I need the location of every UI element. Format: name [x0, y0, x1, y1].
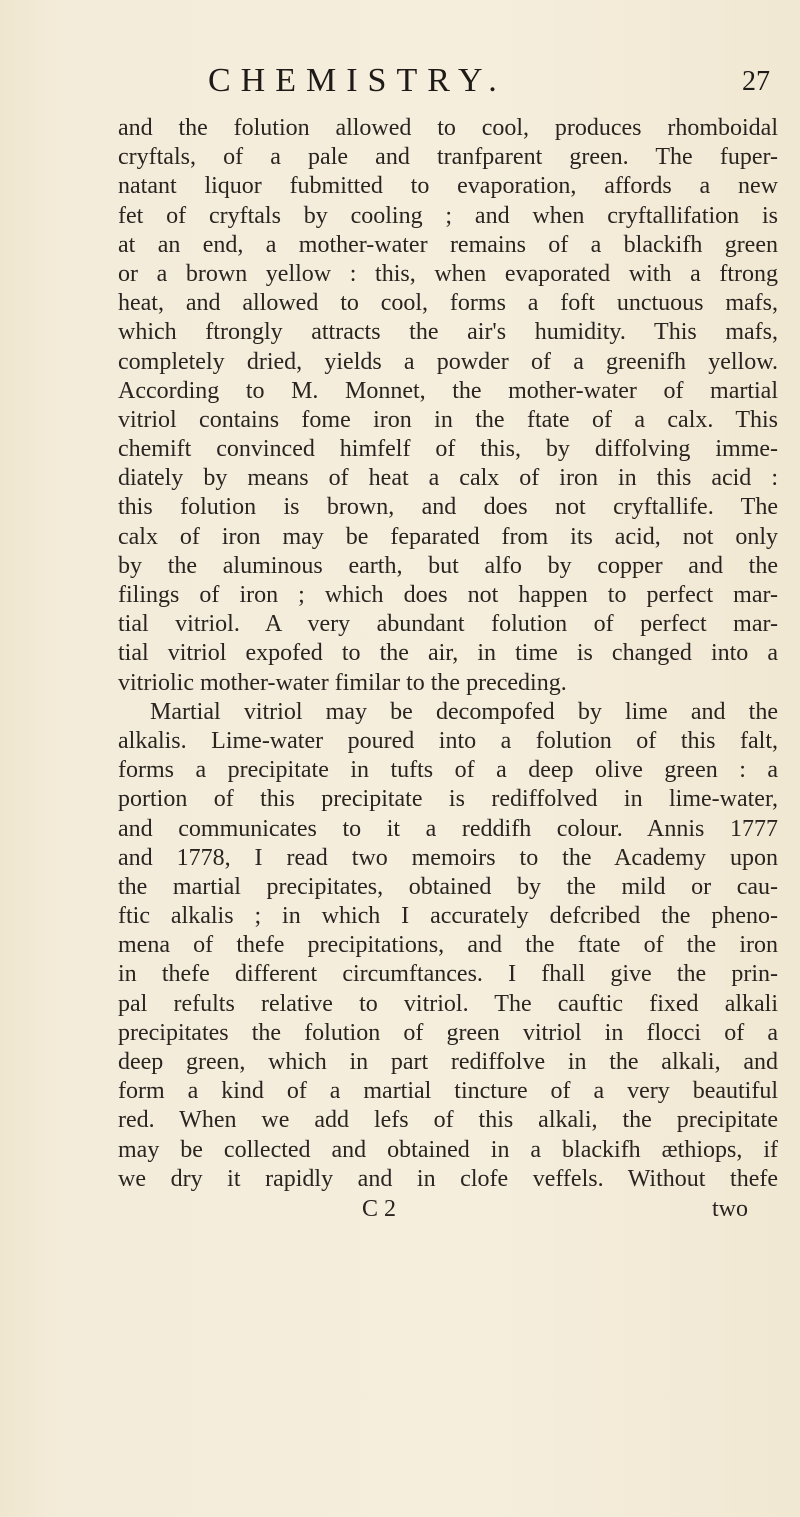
text-line: the martial precipitates, obtained by the mild or cau-: [118, 873, 778, 900]
text-line: mena of thefe precipitations, and the ftate of the iron: [118, 932, 778, 959]
text-line: vitriolic mother-water fimilar to the preceding.: [118, 669, 567, 696]
text-line: this folution is brown, and does not cryftallife. The: [118, 494, 778, 521]
text-line: heat, and allowed to cool, forms a foft unctuous mafs,: [118, 290, 778, 317]
text-line: According to M. Monnet, the mother-water of martial: [118, 377, 778, 404]
text-line: tial vitriol. A very abundant folution of perfect mar-: [118, 611, 778, 638]
text-line: calx of iron may be feparated from its acid, not only: [118, 523, 778, 550]
page-number: 27: [742, 66, 770, 97]
text-line: deep green, which in part rediffolve in the alkali, and: [118, 1049, 778, 1075]
text-line: ftic alkalis ; in which I accurately defcribed the pheno-: [118, 903, 778, 930]
text-line: at an end, a mother-water remains of a blackifh green: [118, 231, 778, 258]
signature-mark: C 2: [362, 1195, 397, 1222]
text-line: Martial vitriol may be decompofed by lime and the: [150, 698, 778, 725]
text-line: tial vitriol expofed to the air, in time is changed into a: [118, 640, 778, 667]
page-footer: [0, 1196, 800, 1226]
text-line: form a kind of a martial tincture of a very beautiful: [118, 1078, 778, 1105]
text-line: diately by means of heat a calx of iron in this acid :: [118, 465, 778, 492]
text-line: vitriol contains fome iron in the ftate of a calx. This: [118, 406, 778, 433]
text-line: may be collected and obtained in a blackifh æthiops, if: [118, 1136, 778, 1163]
text-line: pal refults relative to vitriol. The cauftic fixed alkali: [118, 990, 778, 1017]
text-line: fet of cryftals by cooling ; and when cryftallifation is: [118, 202, 778, 229]
text-line: red. When we add lefs of this alkali, the precipitate: [118, 1107, 778, 1134]
text-line: in thefe different circumftances. I fhall give the prin-: [118, 961, 778, 988]
text-line: portion of this precipitate is rediffolved in lime-water,: [118, 786, 778, 813]
text-line: natant liquor fubmitted to evaporation, affords a new: [118, 173, 778, 200]
text-line: precipitates the folution of green vitriol in flocci of a: [118, 1019, 778, 1046]
text-line: and 1778, I read two memoirs to the Academy upon: [118, 844, 778, 871]
body-text: [118, 114, 778, 1194]
text-line: alkalis. Lime-water poured into a folution of this falt,: [118, 727, 778, 754]
text-line: forms a precipitate in tufts of a deep olive green : a: [118, 757, 778, 784]
text-line: filings of iron ; which does not happen to perfect mar-: [118, 582, 778, 608]
running-title: CHEMISTRY.: [208, 62, 507, 99]
text-line: chemift convinced himfelf of this, by diffolving imme-: [118, 436, 778, 463]
page-header: [0, 62, 800, 102]
text-line: completely dried, yields a powder of a greenifh yellow.: [118, 348, 778, 375]
text-line: we dry it rapidly and in clofe veffels. Without thefe: [118, 1165, 778, 1192]
catchword: two: [712, 1195, 748, 1222]
text-line: and communicates to it a reddifh colour. Annis 1777: [118, 815, 778, 842]
text-line: which ftrongly attracts the air's humidity. This mafs,: [118, 319, 778, 346]
text-line: or a brown yellow : this, when evaporated with a ftrong: [118, 260, 778, 287]
text-line: cryftals, of a pale and tranfparent green. The fuper-: [118, 144, 778, 171]
text-line: by the aluminous earth, but alfo by copper and the: [118, 552, 778, 579]
text-line: and the folution allowed to cool, produces rhomboidal: [118, 115, 778, 141]
